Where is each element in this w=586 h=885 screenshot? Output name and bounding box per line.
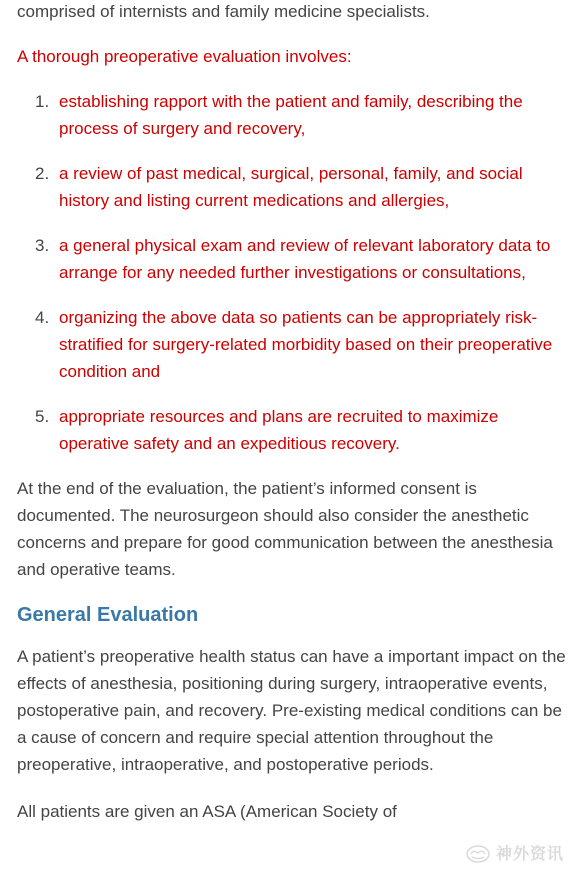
list-item-text: organizing the above data so patients can be appropriately risk-stratified for surgery-related morbidity based on their preoperative condition and xyxy=(59,308,553,381)
watermark xyxy=(465,840,564,867)
list-item xyxy=(17,304,573,385)
list-item xyxy=(17,88,573,142)
list-item-number: 2. xyxy=(35,164,50,183)
list-item-text: establishing rapport with the patient and family, describing the process of surgery and recovery, xyxy=(59,92,523,138)
evaluation-lead-text: A thorough preoperative evaluation involves: xyxy=(17,47,352,66)
closing-paragraph: At the end of the evaluation, the patient’s informed consent is documented. The neurosurgeon should also consider the anesthetic concerns and prepare for good communication between the anesthesia and operative teams. xyxy=(17,479,553,579)
list-item-number: 4. xyxy=(35,308,50,327)
list-item-text: a general physical exam and review of relevant laboratory data to arrange for any needed further investigations or consultations, xyxy=(59,236,551,282)
list-item xyxy=(17,160,573,214)
evaluation-steps-list xyxy=(17,88,573,457)
asa-partial-paragraph: All patients are given an ASA (American Society of xyxy=(17,802,397,821)
brain-logo-icon xyxy=(465,844,491,864)
article-content xyxy=(17,0,573,825)
list-item-number: 5. xyxy=(35,407,50,426)
list-item-text: a review of past medical, surgical, personal, family, and social history and listing current medications and allergies, xyxy=(59,164,523,210)
list-item xyxy=(17,232,573,286)
list-item-number: 1. xyxy=(35,92,50,111)
intro-tail-text: comprised of internists and family medicine specialists. xyxy=(17,2,430,21)
list-item xyxy=(17,403,573,457)
list-item-text: appropriate resources and plans are recruited to maximize operative safety and an expeditious recovery. xyxy=(59,407,499,453)
watermark-text: 神外资讯 xyxy=(495,844,564,863)
section-heading: General Evaluation xyxy=(17,604,199,626)
general-evaluation-paragraph: A patient’s preoperative health status can have a important impact on the effects of anesthesia, positioning during surgery, intraoperative events, postoperative pain, and recovery. Pre-existing medical conditions can be a cause of concern and require special attention throughout the preoperative, intraoperative, and postoperative periods. xyxy=(17,647,566,774)
list-item-number: 3. xyxy=(35,236,50,255)
